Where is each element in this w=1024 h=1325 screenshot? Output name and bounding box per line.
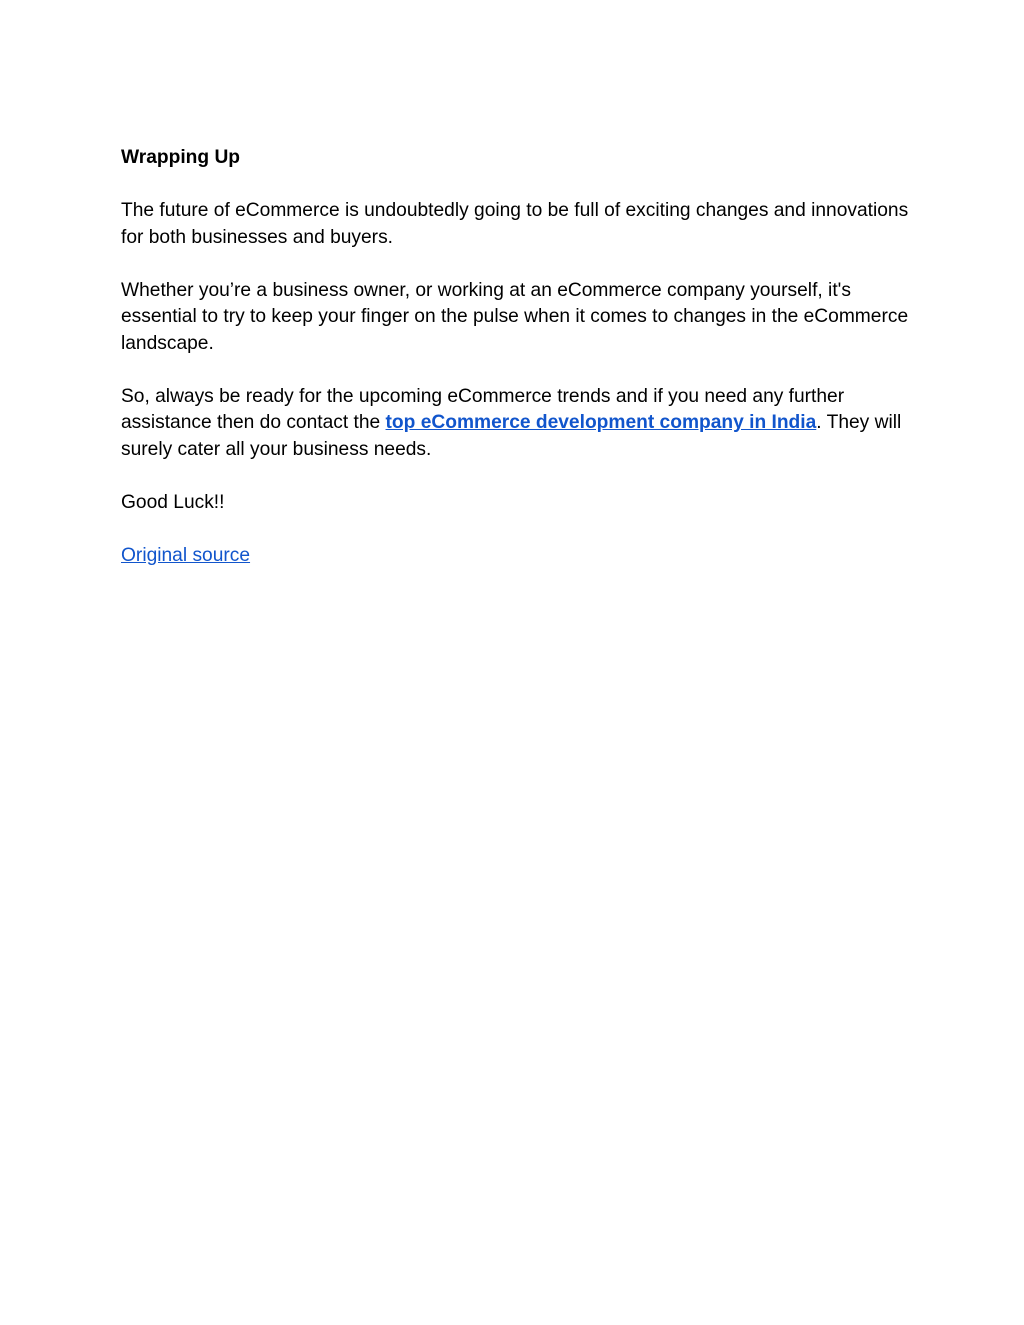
contact-text-before: So, always be ready for the upcoming eCommerce trends and if you need any further assistance then do contact the [121, 385, 845, 433]
contact-text-after: . They will surely cater all your business needs. [121, 412, 902, 460]
intro-paragraph: The future of eCommerce is undoubtedly going to be full of exciting changes and innovations for both businesses and buyers. [121, 200, 909, 248]
source-paragraph [121, 543, 911, 570]
closing-text: Good Luck!! [121, 491, 225, 513]
company-link[interactable]: top eCommerce development company in India [385, 412, 817, 433]
section-heading: Wrapping Up [121, 147, 241, 168]
advice-paragraph: Whether you’re a business owner, or working at an eCommerce company yourself, it's essential to try to keep your finger on the pulse when it comes to changes in the eCommerce landscape. [121, 279, 909, 354]
original-source-link[interactable]: Original source [121, 544, 251, 566]
contact-paragraph [121, 384, 911, 464]
document-page [121, 145, 911, 596]
